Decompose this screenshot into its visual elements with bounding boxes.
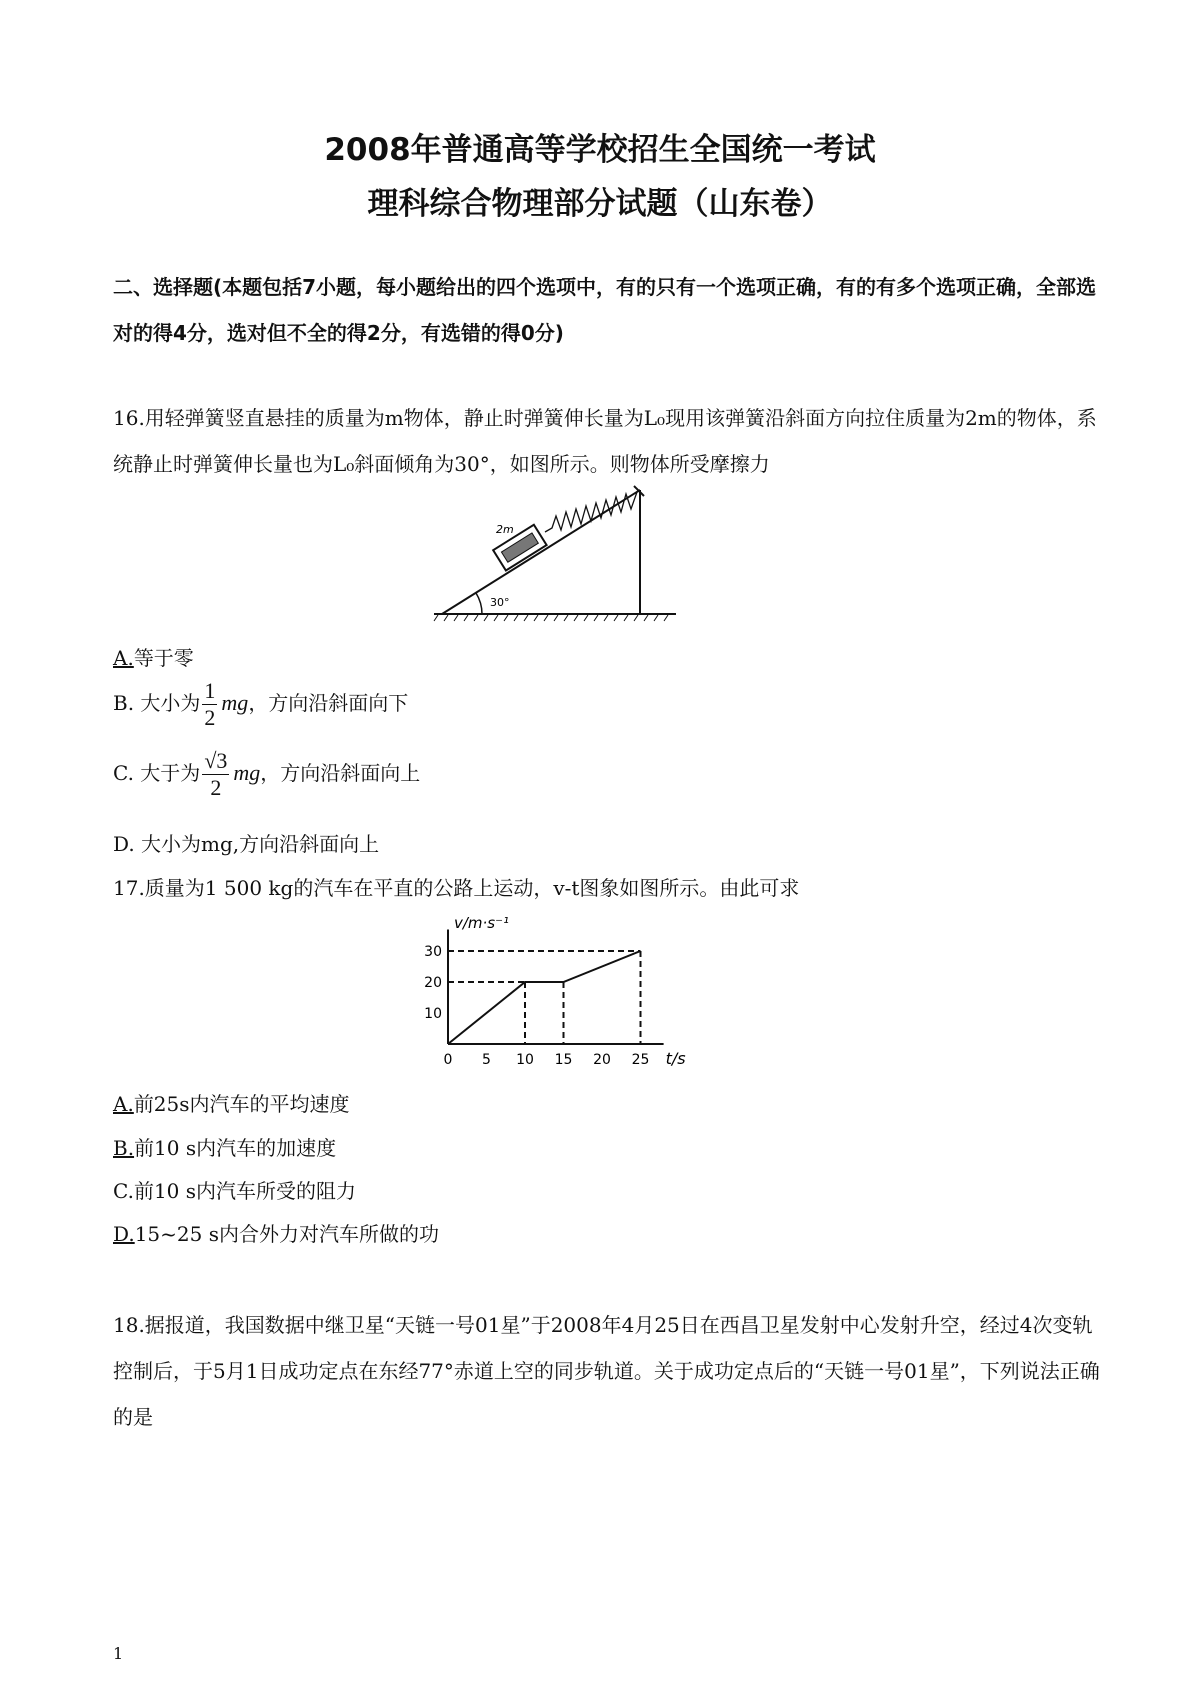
- q16-option-a: [113, 642, 194, 671]
- mg-symbol: mg: [233, 760, 261, 785]
- fraction-denominator: 2: [204, 705, 216, 730]
- fraction-denominator: 2: [210, 775, 222, 800]
- section-heading: 二、选择题(本题包括7小题，每小题给出的四个选项中，有的只有一个选项正确，有的有多个选项正确，全部选对的得4分，选对但不全的得2分，有选错的得0分): [113, 275, 1097, 345]
- q16-option-c-prefix: C. 大于为: [113, 761, 201, 785]
- fraction-numerator: 1: [204, 678, 216, 703]
- fraction-numerator: √3: [204, 748, 228, 773]
- incline-figure: [430, 478, 680, 628]
- angle-label: 30°: [490, 596, 510, 609]
- q17-option-d-text: 15~25 s内合外力对汽车所做的功: [134, 1222, 439, 1246]
- x-tick-label: 25: [631, 1052, 650, 1068]
- vt-chart: [410, 912, 700, 1072]
- question-17-stem: 17.质量为1 500 kg的汽车在平直的公路上运动，v-t图象如图所示。由此可求: [113, 876, 800, 900]
- q16-option-b-prefix: B. 大小为: [113, 691, 201, 715]
- q17-option-b: [113, 1132, 336, 1161]
- q17-option-b-letter: B.: [113, 1136, 135, 1160]
- q16-option-d: D. 大小为mg,方向沿斜面向上: [113, 832, 380, 856]
- q16-option-a-text: 等于零: [133, 646, 194, 670]
- q17-option-d-letter: D.: [113, 1222, 135, 1246]
- x-tick-label: 15: [554, 1052, 573, 1068]
- mass-label: 2m: [496, 523, 514, 536]
- q17-option-c: C.前10 s内汽车所受的阻力: [113, 1179, 357, 1203]
- exam-subtitle: 理科综合物理部分试题（山东卷）: [367, 186, 833, 222]
- page-number: 1: [113, 1644, 124, 1663]
- q17-option-b-text: 前10 s内汽车的加速度: [134, 1136, 337, 1160]
- q16-option-c-suffix: ，方向沿斜面向上: [260, 761, 421, 785]
- question-18-stem: 18.据报道，我国数据中继卫星“天链一号01星”于2008年4月25日在西昌卫星发射中心发射升空，经过4次变轨控制后，于5月1日成功定点在东经77°赤道上空的同步轨道。关于成功定点后的“天链一号01星”，下列说法正确的是: [113, 1313, 1100, 1429]
- velocity-series-line: [448, 951, 641, 1044]
- q17-option-a-letter: A.: [113, 1092, 134, 1116]
- q17-option-d: [113, 1218, 439, 1247]
- mg-symbol: mg: [221, 690, 249, 715]
- q16-option-c: [113, 748, 420, 801]
- question-16-stem: 16.用轻弹簧竖直悬挂的质量为m物体，静止时弹簧伸长量为L₀现用该弹簧沿斜面方向拉住质量为2m的物体，系统静止时弹簧伸长量也为L₀斜面倾角为30°，如图所示。则物体所受摩擦力: [113, 406, 1097, 476]
- x-tick-label: 0: [443, 1052, 453, 1068]
- q16-option-b-suffix: ，方向沿斜面向下: [248, 691, 409, 715]
- q17-option-a-text: 前25s内汽车的平均速度: [133, 1092, 350, 1116]
- x-tick-label: 20: [593, 1052, 611, 1068]
- y-tick-label: 20: [424, 975, 442, 991]
- y-axis-label: v/m·s⁻¹: [454, 914, 510, 932]
- y-tick-label: 30: [424, 944, 442, 960]
- q16-option-b: [113, 678, 408, 731]
- q16-option-a-letter: A.: [113, 646, 134, 670]
- x-axis-label: t/s: [665, 1049, 686, 1068]
- x-tick-label: 10: [516, 1052, 534, 1068]
- fraction-root3-over-2: [202, 748, 229, 801]
- q17-option-a: [113, 1088, 350, 1117]
- fraction-half: [202, 678, 217, 731]
- y-tick-label: 10: [424, 1006, 442, 1022]
- exam-title: 2008年普通高等学校招生全国统一考试: [324, 132, 876, 168]
- x-tick-label: 5: [482, 1052, 491, 1068]
